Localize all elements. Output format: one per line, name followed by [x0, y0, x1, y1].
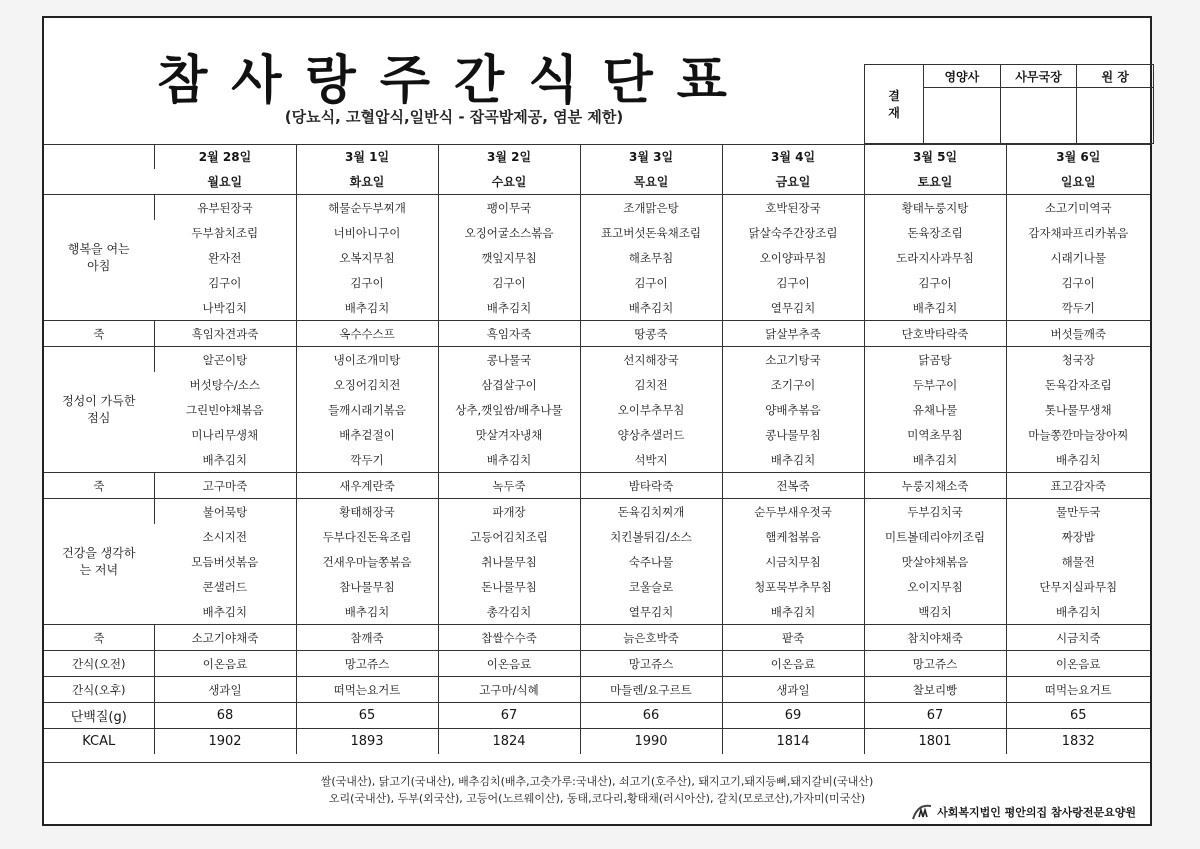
porridge-dish: 늙은호박죽 — [580, 625, 722, 651]
menu-dish: 고등어김치조림 — [438, 524, 580, 549]
menu-dish: 오복지무침 — [296, 245, 438, 270]
kcal-value: 1832 — [1006, 729, 1150, 755]
menu-dish: 완자전 — [208, 250, 242, 265]
menu-dish: 양상추샐러드 — [580, 422, 722, 447]
menu-dish: 너비아니구이 — [296, 220, 438, 245]
menu-dish: 깻잎지무침 — [438, 245, 580, 270]
menu-dish: 미나리무생채 — [191, 427, 259, 442]
porridge-dish: 버섯들깨죽 — [1006, 321, 1150, 347]
menu-dish: 석박지 — [580, 447, 722, 473]
snack-am-value: 이온음료 — [438, 651, 580, 677]
menu-dish: 콩나물무침 — [722, 422, 864, 447]
menu-dish: 오징어굴소스볶음 — [438, 220, 580, 245]
snack-am-value: 이온음료 — [1006, 651, 1150, 677]
menu-dish: 마늘쫑깐마늘장아찌 — [1006, 422, 1150, 447]
signature-text: 사회복지법인 평안의집 참사랑전문요양원 — [937, 806, 1136, 819]
menu-dish: 순두부새우젓국 — [722, 499, 864, 525]
approval-role-manager: 사무국장 — [1000, 65, 1077, 88]
menu-dish: 콘샐러드 — [202, 579, 247, 594]
menu-sheet — [42, 16, 1152, 826]
menu-dish: 시금치무침 — [722, 549, 864, 574]
menu-dish: 유채나물 — [864, 397, 1006, 422]
kcal-value: 1824 — [438, 729, 580, 755]
approval-role-dietitian: 영양사 — [924, 65, 1001, 88]
menu-dish: 깍두기 — [296, 447, 438, 473]
menu-dish: 소고기미역국 — [1006, 195, 1150, 221]
menu-dish: 들깨시래기볶음 — [296, 397, 438, 422]
porridge-dish: 팥죽 — [722, 625, 864, 651]
kcal-label: KCAL — [44, 729, 154, 755]
snack-pm-value: 찰보리빵 — [864, 677, 1006, 703]
protein-value: 65 — [1006, 703, 1150, 729]
menu-dish: 짜장밥 — [1006, 524, 1150, 549]
menu-dish: 치킨볼튀김/소스 — [580, 524, 722, 549]
day-date: 3월 2일 — [438, 144, 580, 169]
table-row — [44, 599, 1150, 625]
table-row — [44, 703, 1150, 729]
menu-dish: 톳나물무생채 — [1006, 397, 1150, 422]
porridge-dish: 흑임자견과죽 — [154, 321, 296, 347]
protein-value: 69 — [722, 703, 864, 729]
menu-dish: 김구이 — [438, 270, 580, 295]
menu-dish: 파개장 — [438, 499, 580, 525]
porridge-dish: 새우계란죽 — [296, 473, 438, 499]
menu-dish: 배추김치 — [1006, 599, 1150, 625]
porridge-dish: 찹쌀수수죽 — [438, 625, 580, 651]
menu-dish: 오징어김치전 — [296, 372, 438, 397]
menu-dish: 배추김치 — [864, 447, 1006, 473]
menu-dish: 깍두기 — [1006, 295, 1150, 321]
menu-dish: 배추김치 — [1006, 447, 1150, 473]
page-subtitle: (당뇨식, 고혈압식,일반식 - 잡곡밥제공, 염분 제한) — [284, 108, 624, 126]
table-row — [44, 422, 1150, 447]
porridge-dish: 옥수수스프 — [296, 321, 438, 347]
porridge-dish: 참치야채죽 — [864, 625, 1006, 651]
porridge-dish: 전복죽 — [722, 473, 864, 499]
porridge-label: 죽 — [44, 625, 154, 651]
table-row — [44, 447, 1150, 473]
menu-dish: 청포묵부추무침 — [722, 574, 864, 599]
day-date: 3월 6일 — [1006, 144, 1150, 169]
menu-dish: 맛살야채볶음 — [864, 549, 1006, 574]
table-row — [44, 321, 1150, 347]
table-row — [44, 625, 1150, 651]
menu-dish: 황태누룽지탕 — [864, 195, 1006, 221]
menu-dish: 나박김치 — [202, 300, 247, 315]
day-date: 3월 1일 — [296, 144, 438, 169]
snack-pm-value: 떠먹는요거트 — [1006, 677, 1150, 703]
day-weekday: 목요일 — [580, 169, 722, 195]
menu-dish: 두부다진돈육조림 — [296, 524, 438, 549]
footer — [44, 762, 1150, 825]
table-row — [44, 651, 1150, 677]
menu-dish: 김구이 — [296, 270, 438, 295]
menu-dish: 김치전 — [580, 372, 722, 397]
protein-value: 68 — [154, 703, 296, 729]
table-row — [44, 195, 1150, 221]
table-row — [44, 677, 1150, 703]
protein-value: 67 — [864, 703, 1006, 729]
menu-dish: 배추김치 — [296, 599, 438, 625]
porridge-dish: 단호박타락죽 — [864, 321, 1006, 347]
snack-pm-value: 떠먹는요거트 — [296, 677, 438, 703]
page-title: 참사랑주간식단표 — [157, 51, 751, 111]
menu-dish: 표고버섯돈육채조림 — [580, 220, 722, 245]
menu-dish: 배추김치 — [864, 295, 1006, 321]
menu-dish: 선지해장국 — [580, 347, 722, 373]
menu-dish: 시래기나물 — [1006, 245, 1150, 270]
menu-dish: 돈육김치찌개 — [580, 499, 722, 525]
approval-role-director: 원 장 — [1077, 65, 1154, 88]
menu-dish: 두부김치국 — [864, 499, 1006, 525]
day-weekday: 월요일 — [207, 175, 243, 189]
menu-dish: 소시지전 — [202, 529, 247, 544]
table-row — [44, 524, 1150, 549]
menu-dish: 물만두국 — [1006, 499, 1150, 525]
menu-dish: 김구이 — [580, 270, 722, 295]
kcal-value: 1814 — [722, 729, 864, 755]
porridge-dish: 소고기야채죽 — [154, 625, 296, 651]
menu-dish: 총각김치 — [438, 599, 580, 625]
menu-dish: 조기구이 — [722, 372, 864, 397]
menu-dish: 해초무침 — [580, 245, 722, 270]
menu-dish: 두부구이 — [864, 372, 1006, 397]
table-row — [44, 169, 1150, 195]
menu-dish: 배추김치 — [438, 295, 580, 321]
snack-am-value: 이온음료 — [154, 651, 296, 677]
approval-sign-slot — [1000, 88, 1077, 144]
menu-dish: 돈육장조림 — [864, 220, 1006, 245]
day-weekday: 일요일 — [1006, 169, 1150, 195]
approval-sign-slot — [1077, 88, 1154, 144]
snack-am-value: 망고쥬스 — [864, 651, 1006, 677]
snack-am-value: 망고쥬스 — [580, 651, 722, 677]
protein-value: 66 — [580, 703, 722, 729]
porridge-dish: 땅콩죽 — [580, 321, 722, 347]
menu-dish: 맛살겨자냉채 — [438, 422, 580, 447]
day-date: 3월 5일 — [864, 144, 1006, 169]
menu-dish: 청국장 — [1006, 347, 1150, 373]
porridge-dish: 표고감자죽 — [1006, 473, 1150, 499]
table-row — [44, 220, 1150, 245]
menu-dish: 감자채파프리카볶음 — [1006, 220, 1150, 245]
snack-am-label: 간식(오전) — [44, 651, 154, 677]
menu-dish: 상추,깻잎쌈/배추나물 — [438, 397, 580, 422]
table-row — [44, 499, 1150, 525]
table-row — [44, 245, 1150, 270]
table-row — [44, 347, 1150, 373]
menu-dish: 오이지무침 — [864, 574, 1006, 599]
menu-dish: 김구이 — [864, 270, 1006, 295]
menu-dish: 황태해장국 — [296, 499, 438, 525]
kcal-value: 1893 — [296, 729, 438, 755]
menu-dish: 조개맑은탕 — [580, 195, 722, 221]
menu-dish: 돈나물무침 — [438, 574, 580, 599]
snack-pm-value: 마들렌/요구르트 — [580, 677, 722, 703]
menu-dish: 참나물무침 — [296, 574, 438, 599]
corner-cell — [44, 144, 154, 195]
meal-label: 행복을 여는 아침 — [44, 195, 154, 321]
organization-logo-icon — [911, 803, 933, 821]
porridge-dish: 고구마죽 — [154, 473, 296, 499]
approval-label: 결 재 — [865, 65, 924, 144]
day-weekday: 토요일 — [864, 169, 1006, 195]
menu-dish: 취나물무침 — [438, 549, 580, 574]
origin-line: 쌀(국내산), 닭고기(국내산), 배추김치(배추,고춧가루:국내산), 쇠고기(호주산), 돼지고기,돼지등뼈,돼지갈비(국내산) — [320, 775, 874, 788]
menu-dish: 유부된장국 — [154, 195, 296, 221]
porridge-dish: 닭살부추죽 — [722, 321, 864, 347]
menu-table — [44, 144, 1150, 754]
day-weekday: 금요일 — [722, 169, 864, 195]
menu-dish: 냉이조개미탕 — [296, 347, 438, 373]
menu-dish: 배추겉절이 — [296, 422, 438, 447]
menu-dish: 단무지실파무침 — [1006, 574, 1150, 599]
porridge-label: 죽 — [44, 473, 154, 499]
day-date: 3월 4일 — [722, 144, 864, 169]
menu-dish: 모듬버섯볶음 — [191, 554, 259, 569]
menu-dish: 백김치 — [864, 599, 1006, 625]
menu-dish: 숙주나물 — [580, 549, 722, 574]
menu-dish: 배추김치 — [722, 599, 864, 625]
porridge-dish: 시금치죽 — [1006, 625, 1150, 651]
snack-pm-value: 생과일 — [722, 677, 864, 703]
approval-box — [864, 64, 1154, 144]
menu-dish: 미트볼데리야끼조림 — [864, 524, 1006, 549]
protein-value: 67 — [438, 703, 580, 729]
menu-dish: 오이양파무침 — [722, 245, 864, 270]
table-row — [44, 729, 1150, 755]
menu-dish: 팽이무국 — [438, 195, 580, 221]
menu-dish: 김구이 — [722, 270, 864, 295]
menu-dish: 해물순두부찌개 — [296, 195, 438, 221]
menu-dish: 배추김치 — [722, 447, 864, 473]
menu-dish: 배추김치 — [438, 447, 580, 473]
table-row — [44, 144, 1150, 169]
menu-dish: 두부참치조림 — [191, 225, 259, 240]
day-weekday: 화요일 — [296, 169, 438, 195]
menu-dish: 오이부추무침 — [580, 397, 722, 422]
menu-dish: 도라지사과무침 — [864, 245, 1006, 270]
porridge-dish: 밤타락죽 — [580, 473, 722, 499]
table-row — [44, 372, 1150, 397]
menu-dish: 김구이 — [1006, 270, 1150, 295]
menu-dish: 삼겹살구이 — [438, 372, 580, 397]
menu-dish: 콩나물국 — [438, 347, 580, 373]
porridge-dish: 누룽지채소죽 — [864, 473, 1006, 499]
menu-dish: 코울슬로 — [580, 574, 722, 599]
menu-dish: 그린빈야채볶음 — [185, 402, 264, 417]
menu-dish: 건새우마늘쫑볶음 — [296, 549, 438, 574]
table-row — [44, 574, 1150, 599]
menu-dish: 불어묵탕 — [154, 499, 296, 525]
menu-dish: 배추김치 — [580, 295, 722, 321]
menu-dish: 버섯탕수/소스 — [189, 377, 261, 392]
menu-dish: 알곤이탕 — [154, 347, 296, 373]
protein-label: 단백질(g) — [44, 703, 154, 729]
menu-dish: 닭곰탕 — [864, 347, 1006, 373]
header — [44, 18, 1150, 145]
table-row — [44, 397, 1150, 422]
kcal-value: 1902 — [154, 729, 296, 755]
menu-dish: 김구이 — [208, 275, 242, 290]
menu-dish: 배추김치 — [202, 452, 247, 467]
day-date: 2월 28일 — [154, 144, 296, 169]
snack-am-value: 망고쥬스 — [296, 651, 438, 677]
origin-notice — [44, 763, 1150, 807]
signature — [911, 803, 1136, 821]
snack-pm-value: 생과일 — [154, 677, 296, 703]
protein-value: 65 — [296, 703, 438, 729]
table-row — [44, 549, 1150, 574]
menu-dish: 열무김치 — [580, 599, 722, 625]
porridge-dish: 녹두죽 — [438, 473, 580, 499]
kcal-value: 1990 — [580, 729, 722, 755]
table-row — [44, 295, 1150, 321]
menu-dish: 돈육감자조림 — [1006, 372, 1150, 397]
menu-dish: 열무김치 — [722, 295, 864, 321]
table-row — [44, 473, 1150, 499]
table-row — [44, 270, 1150, 295]
approval-sign-slot — [924, 88, 1001, 144]
porridge-dish: 참깨죽 — [296, 625, 438, 651]
menu-dish: 해물전 — [1006, 549, 1150, 574]
origin-line: 오리(국내산), 두부(외국산), 고등어(노르웨이산), 동태,코다리,황태채(러시아산), 갈치(모로코산),가자미(미국산) — [328, 792, 866, 805]
day-weekday: 수요일 — [438, 169, 580, 195]
porridge-label: 죽 — [44, 321, 154, 347]
menu-dish: 배추김치 — [296, 295, 438, 321]
day-date: 3월 3일 — [580, 144, 722, 169]
meal-label: 정성이 가득한 점심 — [44, 347, 154, 473]
kcal-value: 1801 — [864, 729, 1006, 755]
menu-dish: 소고기탕국 — [722, 347, 864, 373]
menu-dish: 배추김치 — [202, 604, 247, 619]
snack-am-value: 이온음료 — [722, 651, 864, 677]
menu-dish: 양배추볶음 — [722, 397, 864, 422]
menu-dish: 미역초무침 — [864, 422, 1006, 447]
menu-dish: 햄케첩볶음 — [722, 524, 864, 549]
snack-pm-value: 고구마/식혜 — [438, 677, 580, 703]
snack-pm-label: 간식(오후) — [44, 677, 154, 703]
menu-dish: 닭살숙주간장조림 — [722, 220, 864, 245]
menu-dish: 호박된장국 — [722, 195, 864, 221]
porridge-dish: 흑임자죽 — [438, 321, 580, 347]
meal-label: 건강을 생각하 는 저녁 — [44, 499, 154, 625]
